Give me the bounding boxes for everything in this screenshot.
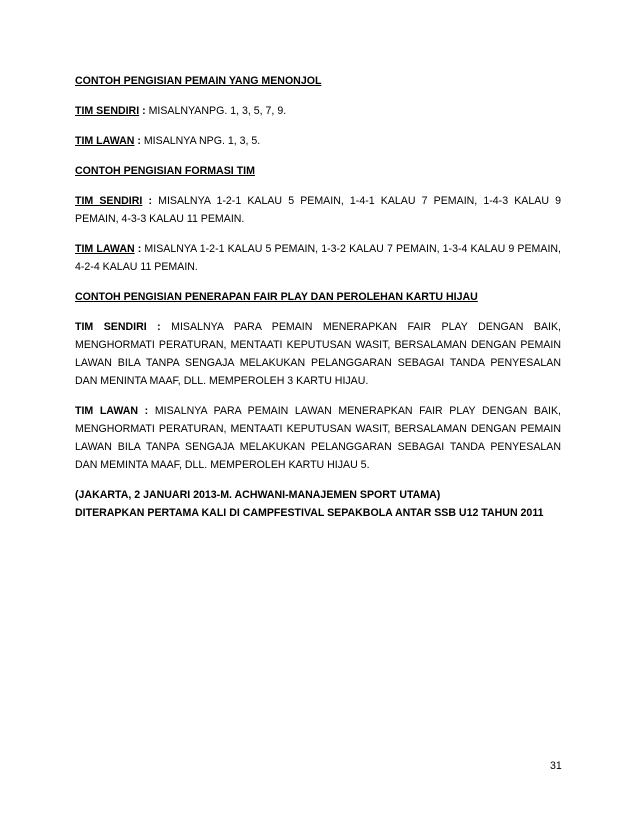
formasi-tim-sendiri-label: TIM SENDIRI: [75, 195, 143, 207]
formasi-tim-sendiri-sep: :: [142, 195, 159, 207]
document-page: [75, 72, 561, 522]
page-number: 31: [550, 760, 562, 772]
formasi-tim-sendiri-text: MISALNYA 1-2-1 KALAU 5 PEMAIN, 1-4-1 KALAU 7 PEMAIN, 1-4-3 KALAU 9 PEMAIN, 4-3-3 KALAU 11 PEMAIN.: [75, 195, 561, 225]
pemain-tim-lawan-sep: :: [134, 135, 144, 147]
formasi-tim-sendiri-label-group: [75, 195, 158, 207]
pemain-tim-lawan-label-group: [75, 135, 144, 147]
pemain-tim-lawan-text: MISALNYA NPG. 1, 3, 5.: [143, 135, 261, 147]
pemain-tim-lawan-line: [75, 132, 561, 150]
pemain-tim-sendiri-label-group: [75, 105, 149, 117]
footer-line-1: (JAKARTA, 2 JANUARI 2013-M. ACHWANI-MANAJEMEN SPORT UTAMA): [75, 489, 441, 501]
pemain-tim-sendiri-line: [75, 102, 561, 120]
pemain-tim-sendiri-label: TIM SENDIRI: [75, 105, 140, 117]
formasi-tim-lawan-label-group: [75, 243, 144, 255]
fairplay-tim-lawan-text: MISALNYA PARA PEMAIN LAWAN MENERAPKAN FAIR PLAY DENGAN BAIK, MENGHORMATI PERATURAN, MENTAATI KEPUTUSAN WASIT, BERSALAMAN DENGAN PEMAIN LAWAN BILA TANPA SENGAJA MELAKUKAN PELANGGARAN SEBAGAI TANDA PENYESALAN DAN MEMINTA MAAF, DLL. MEMPEROLEH KARTU HIJAU 5.: [75, 405, 561, 471]
fairplay-tim-sendiri-text: MISALNYA PARA PEMAIN MENERAPKAN FAIR PLAY DENGAN BAIK, MENGHORMATI PERATURAN, MENTAATI KEPUTUSAN WASIT, BERSALAMAN DENGAN PEMAIN LAWAN BILA TANPA SENGAJA MELAKUKAN PELANGGARAN SEBAGAI TANDA PENYESALAN DAN MENINTA MAAF, DLL. MEMPEROLEH 3 KARTU HIJAU.: [75, 321, 561, 387]
fairplay-tim-sendiri-label: TIM SENDIRI :: [75, 321, 161, 333]
footer-line-2: DITERAPKAN PERTAMA KALI DI CAMPFESTIVAL SEPAKBOLA ANTAR SSB U12 TAHUN 2011: [75, 507, 544, 519]
formasi-tim-lawan-text: MISALNYA 1-2-1 KALAU 5 PEMAIN, 1-3-2 KALAU 7 PEMAIN, 1-3-4 KALAU 9 PEMAIN, 4-2-4 KALAU 11 PEMAIN.: [75, 243, 561, 273]
pemain-tim-sendiri-text: MISALNYANPG. 1, 3, 5, 7, 9.: [148, 105, 287, 117]
section-heading-formasi: CONTOH PENGISIAN FORMASI TIM: [75, 165, 255, 177]
fairplay-tim-sendiri-paragraph: [75, 318, 561, 390]
fairplay-tim-lawan-label: TIM LAWAN :: [75, 405, 149, 417]
fairplay-tim-lawan-paragraph: [75, 402, 561, 474]
section-heading-pemain: CONTOH PENGISIAN PEMAIN YANG MENONJOL: [75, 75, 322, 87]
formasi-tim-lawan-label: TIM LAWAN: [75, 243, 135, 255]
pemain-tim-lawan-label: TIM LAWAN: [75, 135, 135, 147]
formasi-tim-lawan-sep: :: [134, 243, 145, 255]
formasi-tim-sendiri-paragraph: [75, 192, 561, 228]
formasi-tim-lawan-paragraph: [75, 240, 561, 276]
pemain-tim-sendiri-sep: :: [139, 105, 149, 117]
section-heading-fairplay: CONTOH PENGISIAN PENERAPAN FAIR PLAY DAN PEROLEHAN KARTU HIJAU: [75, 291, 478, 303]
